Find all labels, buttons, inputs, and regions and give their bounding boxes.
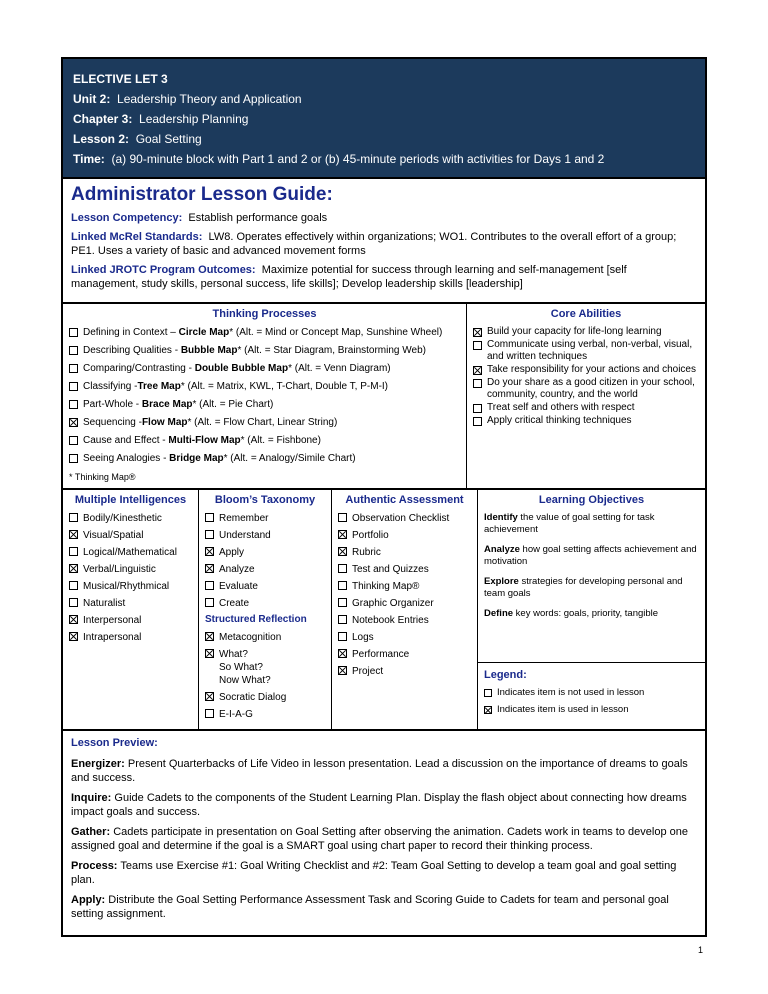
assessment-item (338, 631, 471, 644)
thinking-process-item (69, 362, 460, 376)
lesson-preview-list (71, 757, 697, 921)
bloom-level-item (205, 546, 325, 559)
objective-text: strategies for developing personal and team goals (484, 576, 683, 599)
reflection-item (205, 648, 325, 687)
core-abilities-column (467, 304, 705, 488)
thinking-process-item (69, 434, 460, 448)
thinking-process-item (69, 326, 460, 340)
unchecked-box-icon (69, 547, 78, 556)
blooms-taxonomy-heading: Bloom’s Taxonomy (214, 494, 316, 506)
core-ability-item (473, 402, 699, 414)
reflection-item (205, 691, 325, 704)
core-ability-text: Treat self and others with respect (487, 402, 635, 413)
assessment-section (63, 490, 705, 731)
objective-text: the value of goal setting for task achievement (484, 512, 655, 535)
thinking-process-text (83, 416, 337, 430)
unchecked-box-icon (338, 581, 347, 590)
intelligence-text: Verbal/Linguistic (83, 564, 156, 575)
checked-box-icon (338, 649, 347, 658)
learning-objectives-column (478, 490, 705, 729)
reflection-text (219, 691, 286, 704)
learning-objective (484, 512, 699, 536)
unchecked-box-icon (205, 513, 214, 522)
thinking-process-item (69, 380, 460, 394)
unchecked-box-icon (69, 454, 78, 463)
intelligence-text: Naturalist (83, 598, 126, 609)
core-ability-item (473, 377, 699, 401)
learning-objectives-box (478, 490, 705, 663)
lesson-guide-page (61, 57, 707, 937)
reflection-text (219, 631, 281, 644)
intelligence-text: Visual/Spatial (83, 530, 144, 541)
unchecked-box-icon (69, 382, 78, 391)
unchecked-box-icon (69, 364, 78, 373)
assessment-text: Test and Quizzes (352, 564, 429, 575)
thinking-map-name: Double Bubble Map (194, 363, 289, 374)
checked-box-icon (69, 564, 78, 573)
unchecked-box-icon (473, 379, 482, 388)
thinking-process-text (83, 452, 356, 466)
thinking-process-item (69, 452, 460, 466)
intelligence-text: Musical/Rhythmical (83, 581, 170, 592)
bloom-level-text: Create (219, 598, 250, 609)
core-ability-item (473, 339, 699, 363)
preview-item (71, 757, 697, 785)
thinking-process-prefix: Part-Whole - (83, 399, 142, 410)
preview-label: Process: (71, 860, 118, 872)
checked-box-icon (69, 418, 78, 427)
assessment-item (338, 597, 471, 610)
reflection-text (219, 648, 271, 687)
bloom-level-item (205, 597, 325, 610)
preview-text: Distribute the Goal Setting Performance Assessment Task and Scoring Guide to Cadets for team and personal goal setting assignment. (71, 894, 669, 920)
thinking-process-text (83, 344, 426, 358)
structured-reflection-list (205, 631, 325, 721)
objective-verb: Identify (484, 512, 518, 523)
thinking-process-item (69, 398, 460, 412)
assessment-text: Observation Checklist (352, 513, 450, 524)
unchecked-box-icon (69, 328, 78, 337)
reflection-line: So What? (219, 662, 263, 673)
assessment-text: Thinking Map® (352, 581, 420, 592)
assessment-text: Logs (352, 632, 374, 643)
thinking-processes-heading: Thinking Processes (212, 308, 317, 320)
unchecked-box-icon (484, 689, 492, 697)
lesson-preview-heading: Lesson Preview: (71, 737, 158, 749)
thinking-process-alt: * (Alt. = Analogy/Simile Chart) (223, 453, 356, 464)
checked-box-icon (338, 530, 347, 539)
assessment-item (338, 665, 471, 678)
processes-abilities-section (63, 304, 705, 490)
core-abilities-heading: Core Abilities (550, 308, 622, 320)
thinking-process-prefix: Describing Qualities - (83, 345, 181, 356)
reflection-line: Now What? (219, 675, 271, 686)
legend-heading: Legend: (484, 669, 527, 681)
preview-label: Inquire: (71, 792, 112, 804)
assessment-item (338, 512, 471, 525)
unchecked-box-icon (338, 615, 347, 624)
thinking-process-prefix: Seeing Analogies - (83, 453, 170, 464)
lesson-guide-frame (61, 57, 707, 937)
authentic-assessment-heading: Authentic Assessment (345, 494, 464, 506)
assessment-item (338, 614, 471, 627)
core-ability-item (473, 326, 699, 338)
preview-label: Gather: (71, 826, 111, 838)
intelligence-item (69, 614, 192, 627)
objective-verb: Analyze (484, 544, 520, 555)
bloom-level-item (205, 529, 325, 542)
bloom-level-text: Apply (219, 547, 245, 558)
checked-box-icon (205, 547, 214, 556)
core-ability-text: Take responsibility for your actions and choices (487, 364, 696, 375)
assessment-text: Portfolio (352, 530, 389, 541)
thinking-process-alt: * (Alt. = Mind or Concept Map, Sunshine Wheel) (229, 327, 443, 338)
unit-row: Unit 2: Leadership Theory and Application (73, 92, 302, 106)
legend-box (478, 663, 705, 729)
bloom-level-item (205, 512, 325, 525)
learning-objectives-list (484, 512, 699, 620)
intelligence-text: Logical/Mathematical (83, 547, 177, 558)
preview-item (71, 791, 697, 819)
page-number: 1 (698, 945, 704, 955)
unchecked-box-icon (338, 632, 347, 641)
bloom-level-item (205, 580, 325, 593)
learning-objective (484, 544, 699, 568)
thinking-map-name: Bridge Map (169, 453, 224, 464)
checked-box-icon (205, 564, 214, 573)
blooms-taxonomy-list (205, 512, 325, 610)
assessment-text: Rubric (352, 547, 381, 558)
thinking-process-prefix: Comparing/Contrasting - (83, 363, 195, 374)
multiple-intelligences-heading: Multiple Intelligences (74, 494, 187, 506)
reflection-item (205, 631, 325, 644)
authentic-assessment-list (338, 512, 471, 678)
preview-text: Cadets participate in presentation on Goal Setting after observing the animation. Cadets work in teams to develop one assigned goal and determine if the goal is a SMART goal using chart paper to record their thinking process. (71, 826, 688, 852)
checked-box-icon (69, 632, 78, 641)
guide-title: Administrator Lesson Guide: (71, 184, 333, 205)
jrotc-outcomes: Linked JROTC Program Outcomes: Maximize potential for success through learning and self-management [self management, study skills, personal success, life skills]; Develop leadership skills [leadership] (71, 264, 627, 290)
assessment-item (338, 563, 471, 576)
learning-objective (484, 608, 699, 620)
reflection-line: Metacognition (219, 632, 282, 643)
intelligence-item (69, 631, 192, 644)
intelligence-text: Bodily/Kinesthetic (83, 513, 162, 524)
objective-verb: Define (484, 608, 514, 619)
core-ability-text: Build your capacity for life-long learning (487, 326, 662, 337)
checked-box-icon (69, 530, 78, 539)
checked-box-icon (484, 706, 492, 714)
unchecked-box-icon (205, 530, 214, 539)
thinking-process-alt: * (Alt. = Matrix, KWL, T-Chart, Double T, P-M-I) (180, 381, 389, 392)
structured-reflection-heading: Structured Reflection (205, 614, 307, 625)
thinking-process-alt: * (Alt. = Fishbone) (240, 435, 321, 446)
checked-box-icon (69, 615, 78, 624)
checked-box-icon (473, 328, 482, 337)
administrator-guide-section (63, 179, 705, 304)
legend-unused: Indicates item is not used in lesson (484, 687, 699, 699)
unchecked-box-icon (205, 709, 214, 718)
learning-objectives-heading: Learning Objectives (538, 494, 645, 506)
course-title: ELECTIVE LET 3 (73, 72, 168, 86)
thinking-map-name: Circle Map (178, 327, 230, 338)
unchecked-box-icon (338, 598, 347, 607)
intelligence-text: Intrapersonal (83, 632, 142, 643)
thinking-process-prefix: Defining in Context – (83, 327, 179, 338)
lesson-header (63, 59, 705, 179)
thinking-process-prefix: Sequencing - (83, 417, 142, 428)
intelligence-item (69, 563, 192, 576)
time-row: Time: (a) 90-minute block with Part 1 and 2 or (b) 45-minute periods with activities for Days 1 and 2 (73, 152, 605, 166)
reflection-line: E-I-A-G (219, 709, 253, 720)
unchecked-box-icon (338, 564, 347, 573)
thinking-process-text (83, 380, 388, 394)
thinking-process-alt: * (Alt. = Star Diagram, Brainstorming Web) (237, 345, 426, 356)
checked-box-icon (205, 692, 214, 701)
blooms-taxonomy-column (199, 490, 332, 729)
assessment-text: Graphic Organizer (352, 598, 434, 609)
preview-label: Apply: (71, 894, 106, 906)
core-ability-item (473, 415, 699, 427)
thinking-map-note: * Thinking Map® (69, 472, 136, 482)
assessment-item (338, 580, 471, 593)
preview-item (71, 825, 697, 853)
unchecked-box-icon (69, 513, 78, 522)
lesson-row: Lesson 2: Goal Setting (73, 132, 202, 146)
bloom-level-text: Evaluate (219, 581, 258, 592)
core-abilities-list (473, 326, 699, 427)
objective-text: how goal setting affects achievement and motivation (484, 544, 697, 567)
thinking-process-text (83, 362, 391, 376)
assessment-item (338, 529, 471, 542)
checked-box-icon (338, 547, 347, 556)
multiple-intelligences-list (69, 512, 192, 644)
thinking-map-name: Bubble Map (180, 345, 238, 356)
thinking-process-prefix: Cause and Effect - (83, 435, 169, 446)
unchecked-box-icon (473, 417, 482, 426)
authentic-assessment-column (332, 490, 478, 729)
preview-item (71, 893, 697, 921)
checked-box-icon (473, 366, 482, 375)
thinking-process-text (83, 434, 321, 448)
preview-text: Guide Cadets to the components of the Student Learning Plan. Display the flash object about connecting how dreams impact goals and success. (71, 792, 687, 818)
core-ability-item (473, 364, 699, 376)
preview-label: Energizer: (71, 758, 125, 770)
unchecked-box-icon (69, 598, 78, 607)
lesson-preview-section (63, 731, 705, 935)
preview-text: Present Quarterbacks of Life Video in lesson presentation. Lead a discussion on the importance of dreams to goals and success. (71, 758, 688, 784)
unchecked-box-icon (473, 341, 482, 350)
thinking-map-name: Flow Map (141, 417, 188, 428)
multiple-intelligences-column (63, 490, 199, 729)
objective-verb: Explore (484, 576, 519, 587)
reflection-text (219, 708, 253, 721)
bloom-level-text: Understand (219, 530, 271, 541)
preview-text: Teams use Exercise #1: Goal Writing Checklist and #2: Team Goal Setting to develop a team goal and goal setting plan. (71, 860, 677, 886)
lesson-competency: Lesson Competency: Establish performance goals (71, 212, 328, 224)
thinking-process-alt: * (Alt. = Flow Chart, Linear String) (187, 417, 338, 428)
unchecked-box-icon (338, 513, 347, 522)
intelligence-item (69, 529, 192, 542)
thinking-process-alt: * (Alt. = Venn Diagram) (288, 363, 391, 374)
checked-box-icon (205, 649, 214, 658)
thinking-process-alt: * (Alt. = Pie Chart) (192, 399, 274, 410)
thinking-process-text (83, 326, 442, 340)
chapter-row: Chapter 3: Leadership Planning (73, 112, 249, 126)
unchecked-box-icon (205, 598, 214, 607)
core-ability-text: Communicate using verbal, non-verbal, visual, and written techniques (487, 339, 693, 362)
unchecked-box-icon (473, 404, 482, 413)
thinking-processes-column (63, 304, 467, 488)
preview-item (71, 859, 697, 887)
assessment-text: Notebook Entries (352, 615, 429, 626)
checked-box-icon (205, 632, 214, 641)
intelligence-item (69, 546, 192, 559)
bloom-level-item (205, 563, 325, 576)
intelligence-item (69, 580, 192, 593)
reflection-line: What? (219, 649, 248, 660)
thinking-process-item (69, 416, 460, 430)
intelligence-text: Interpersonal (83, 615, 142, 626)
unchecked-box-icon (205, 581, 214, 590)
unchecked-box-icon (69, 346, 78, 355)
thinking-process-item (69, 344, 460, 358)
assessment-item (338, 546, 471, 559)
assessment-text: Project (352, 666, 384, 677)
unchecked-box-icon (69, 436, 78, 445)
learning-objective (484, 576, 699, 600)
assessment-item (338, 648, 471, 661)
reflection-item (205, 708, 325, 721)
legend-used: Indicates item is used in lesson (484, 704, 699, 716)
intelligence-item (69, 597, 192, 610)
intelligence-item (69, 512, 192, 525)
checked-box-icon (338, 666, 347, 675)
unchecked-box-icon (69, 400, 78, 409)
bloom-level-text: Analyze (219, 564, 255, 575)
mcrel-standards: Linked McRel Standards: LW8. Operates effectively within organizations; WO1. Contributes to the overall effort of a group; PE1. Uses a variety of basic and advanced movement forms (71, 231, 677, 257)
reflection-line: Socratic Dialog (219, 692, 287, 703)
thinking-map-name: Multi-Flow Map (168, 435, 241, 446)
thinking-map-name: Brace Map (141, 399, 193, 410)
unchecked-box-icon (69, 581, 78, 590)
thinking-processes-list (69, 326, 460, 466)
assessment-text: Performance (352, 649, 410, 660)
core-ability-text: Do your share as a good citizen in your school, community, country, and the world (487, 377, 695, 400)
bloom-level-text: Remember (219, 513, 269, 524)
core-ability-text: Apply critical thinking techniques (487, 415, 632, 426)
thinking-map-name: Tree Map (137, 381, 181, 392)
thinking-process-prefix: Classifying - (83, 381, 138, 392)
thinking-process-text (83, 398, 273, 412)
objective-text: key words: goals, priority, tangible (513, 608, 659, 619)
